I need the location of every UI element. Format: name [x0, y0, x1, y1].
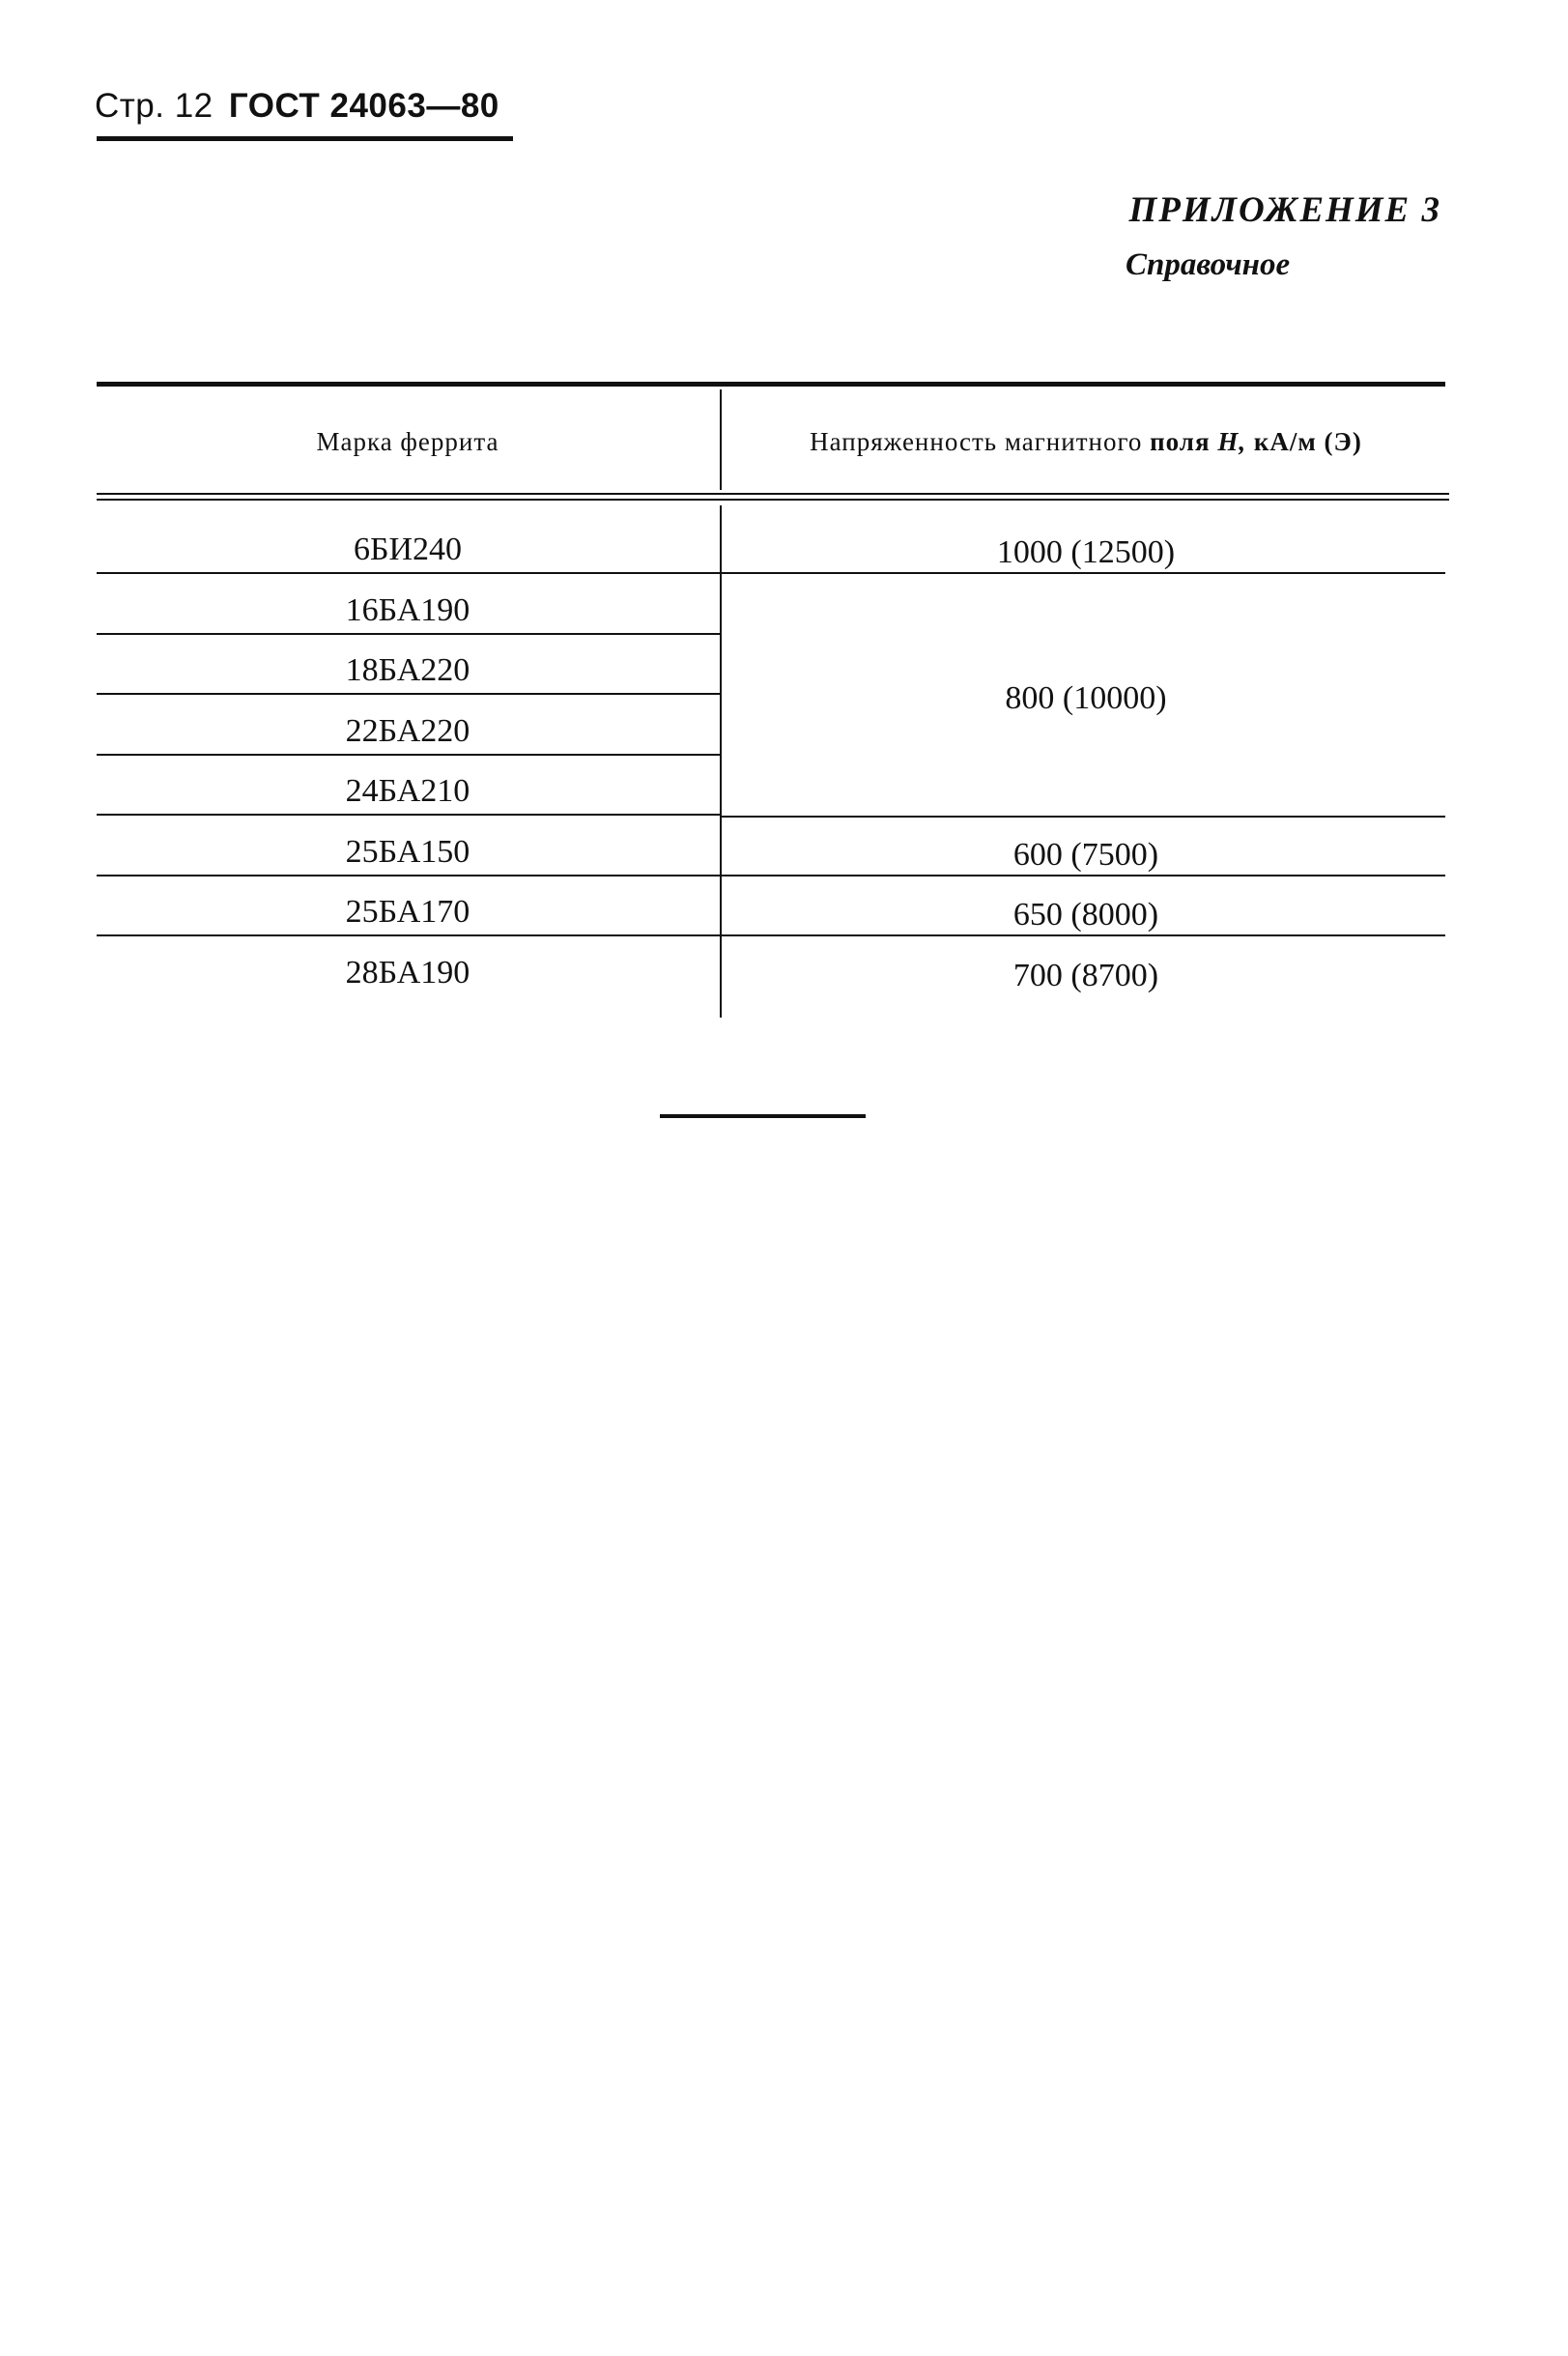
- grade-row-separator: [97, 693, 720, 695]
- appendix-title: ПРИЛОЖЕНИЕ 3: [1128, 190, 1441, 230]
- appendix-subtitle: Справочное: [1126, 247, 1291, 282]
- value-row-separator: [722, 875, 1445, 876]
- grade-row-separator: [97, 875, 720, 876]
- field-header-symbol: H,: [1217, 427, 1247, 456]
- table-row-grade: 28БА190: [345, 955, 470, 991]
- header-rule: [97, 136, 513, 141]
- value-row-separator: [722, 572, 1445, 574]
- value-row-separator: [722, 934, 1445, 936]
- header-double-rule-top: [97, 493, 1449, 495]
- column-header-grade: Марка феррита: [316, 427, 499, 456]
- table-row-value-merged: 800 (10000): [1005, 680, 1167, 716]
- table-row-value: 600 (7500): [1012, 837, 1159, 873]
- table-row-grade: 6БИ240: [353, 532, 463, 567]
- body-column-divider: [720, 505, 722, 1018]
- section-end-rule: [660, 1114, 866, 1118]
- table-row-value: 1000 (12500): [996, 534, 1176, 570]
- standard-code: ГОСТ 24063—80: [228, 87, 499, 125]
- table-row-grade: 25БА170: [345, 894, 470, 930]
- grade-row-separator: [97, 754, 720, 756]
- table-top-rule: [97, 382, 1445, 387]
- table-row-grade: 24БА210: [345, 773, 470, 809]
- value-row-separator: [722, 816, 1445, 818]
- header-column-divider: [720, 389, 722, 490]
- grade-row-separator: [97, 814, 720, 816]
- page-number: Стр. 12: [95, 87, 214, 125]
- header-double-rule-bottom: [97, 499, 1449, 501]
- field-header-prefix: Напряженность магнитного: [810, 427, 1143, 456]
- table-row-grade: 22БА220: [345, 713, 470, 749]
- table-row-value: 700 (8700): [1012, 958, 1159, 993]
- grade-row-separator: [97, 572, 720, 574]
- table-row-grade: 16БА190: [345, 592, 470, 628]
- table-row-grade: 18БА220: [345, 652, 470, 688]
- field-header-units: кА/м (Э): [1253, 427, 1362, 456]
- column-header-field-strength: [723, 427, 1449, 457]
- grade-row-separator: [97, 633, 720, 635]
- running-header: [95, 87, 499, 126]
- field-header-bold: поля: [1150, 427, 1211, 456]
- grade-row-separator: [97, 934, 720, 936]
- table-row-value: 650 (8000): [1012, 897, 1159, 933]
- table-row-grade: 25БА150: [345, 834, 470, 870]
